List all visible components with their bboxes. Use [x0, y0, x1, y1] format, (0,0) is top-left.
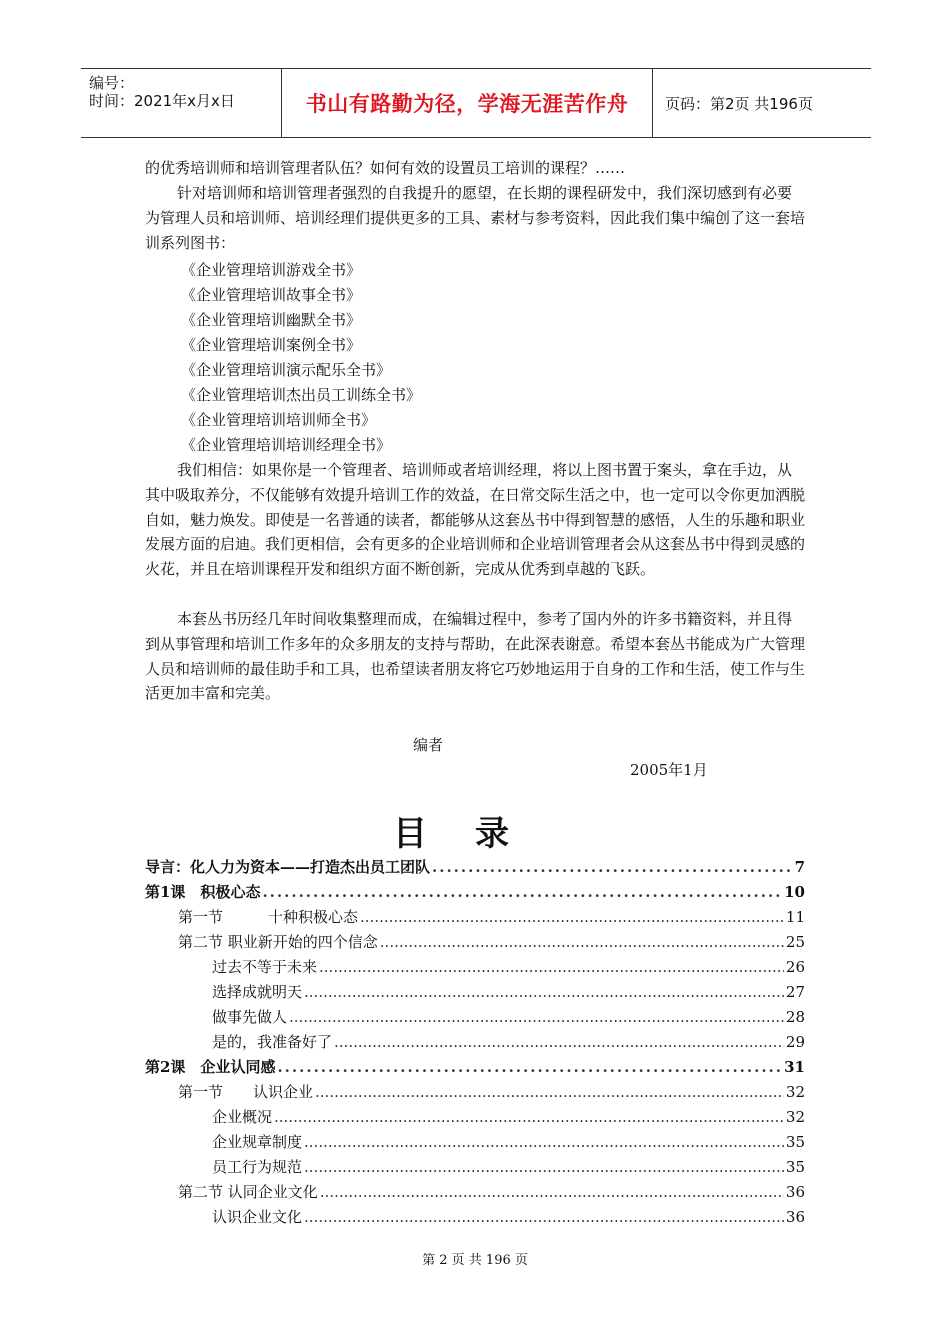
- toc-entry-label: 认识企业文化: [212, 1208, 303, 1226]
- toc-entry-page: 27: [785, 983, 805, 1001]
- toc-entry-page: 36: [785, 1208, 805, 1226]
- toc-entry-page: 35: [785, 1158, 805, 1176]
- toc-entry-label: 第一节 十种积极心态: [178, 908, 359, 926]
- toc-entry[interactable]: [145, 1055, 805, 1080]
- toc-entry-label: 做事先做人: [212, 1008, 288, 1026]
- toc-entry[interactable]: [212, 1105, 805, 1130]
- toc-entry-page: 11: [785, 908, 805, 926]
- toc-entry-page: 7: [794, 858, 805, 876]
- toc-entry-label: 导言：化人力为资本——打造杰出员工团队: [145, 858, 431, 876]
- toc-entry[interactable]: [145, 855, 805, 880]
- header-meta: [81, 69, 281, 137]
- toc-entry-page: 29: [785, 1033, 805, 1051]
- toc-entry[interactable]: [212, 1005, 805, 1030]
- toc-title: 目录: [393, 814, 557, 854]
- signature: 编者: [413, 736, 444, 754]
- toc-entry[interactable]: [178, 1180, 805, 1205]
- toc-entry-page: 35: [785, 1133, 805, 1151]
- toc-entry-page: 31: [784, 1058, 805, 1076]
- toc-entry[interactable]: [178, 905, 805, 930]
- header-motto: 书山有路勤为径，学海无涯苦作舟: [305, 92, 629, 116]
- toc-entry[interactable]: [212, 980, 805, 1005]
- toc-entry[interactable]: [212, 1205, 805, 1230]
- intro-paragraph-2: 我们相信：如果你是一个管理者、培训师或者培训经理，将以上图书置于案头，拿在手边，从其中吸取养分，不仅能够有效提升培训工作的效益，在日常交际生活之中，也一定可以令你更加洒脱自如，魅力焕发。即使是一名普通的读者，都能够从这套丛书中得到智慧的感悟，人生的乐趣和职业发展方面的启迪。我们更相信，会有更多的企业培训师和企业培训管理者会从这套丛书中得到灵感的火花，并且在培训课程开发和组织方面不断创新，完成从优秀到卓越的飞跃。: [145, 461, 806, 579]
- date: 2005年1月: [630, 761, 708, 779]
- toc-entry-label: 选择成就明天: [212, 983, 303, 1001]
- toc-entry[interactable]: [178, 930, 805, 955]
- page-footer: 第 2 页 共 196 页: [422, 1253, 528, 1268]
- toc-entry-page: 10: [784, 883, 805, 901]
- toc-entry-label: 第1课 积极心态: [145, 883, 261, 901]
- intro-line: 的优秀培训师和培训管理者队伍？如何有效的设置员工培训的课程？……: [145, 159, 626, 177]
- toc-entry-page: 32: [785, 1083, 805, 1101]
- toc-entry-page: 25: [785, 933, 805, 951]
- book-title: 《企业管理培训培训经理全书》: [181, 436, 392, 454]
- toc-entry-label: 第2课 企业认同感: [145, 1058, 276, 1076]
- book-title: 《企业管理培训培训师全书》: [181, 411, 377, 429]
- book-title: 《企业管理培训故事全书》: [181, 286, 362, 304]
- toc-entry[interactable]: [212, 1130, 805, 1155]
- toc-entry-page: 32: [785, 1108, 805, 1126]
- toc-entry-page: 26: [785, 958, 805, 976]
- toc-entry-label: 企业规章制度: [212, 1133, 303, 1151]
- toc-entry-label: 企业概况: [212, 1108, 273, 1126]
- toc-entry[interactable]: [212, 1155, 805, 1180]
- toc-entry[interactable]: [212, 1030, 805, 1055]
- number-label: 编号：: [89, 74, 135, 92]
- book-title: 《企业管理培训幽默全书》: [181, 311, 362, 329]
- toc-entry-label: 第二节 认同企业文化: [178, 1183, 318, 1201]
- toc-entry[interactable]: [212, 955, 805, 980]
- toc-entry[interactable]: [178, 1080, 805, 1105]
- page-header: [81, 68, 871, 138]
- toc-entry-label: 第一节 认识企业: [178, 1083, 314, 1101]
- toc-entry-label: 是的，我准备好了: [212, 1033, 333, 1051]
- toc-entry-label: 员工行为规范: [212, 1158, 303, 1176]
- book-title: 《企业管理培训案例全书》: [181, 336, 362, 354]
- toc-entry-label: 过去不等于未来: [212, 958, 318, 976]
- intro-paragraph-1: 针对培训师和培训管理者强烈的自我提升的愿望，在长期的课程研发中，我们深切感到有必要为管理人员和培训师、培训经理们提供更多的工具、素材与参考资料，因此我们集中编创了这一套培训系列图书：: [145, 184, 806, 252]
- toc-entry-label: 第二节 职业新开始的四个信念: [178, 933, 378, 951]
- intro-paragraph-3: 本套丛书历经几年时间收集整理而成，在编辑过程中，参考了国内外的许多书籍资料，并且得到从事管理和培训工作多年的众多朋友的支持与帮助，在此深表谢意。希望本套丛书能成为广大管理人员和培训师的最佳助手和工具，也希望读者朋友将它巧妙地运用于自身的工作和生活，使工作与生活更加丰富和完美。: [145, 610, 806, 703]
- toc-entry-page: 36: [785, 1183, 805, 1201]
- book-title: 《企业管理培训杰出员工训练全书》: [181, 386, 422, 404]
- toc-entry-page: 28: [785, 1008, 805, 1026]
- book-title: 《企业管理培训演示配乐全书》: [181, 361, 392, 379]
- book-title: 《企业管理培训游戏全书》: [181, 261, 362, 279]
- header-page-info: 页码：第2页 共196页: [665, 94, 813, 113]
- time-label: 时间：2021年x月x日: [89, 92, 235, 110]
- toc-entry[interactable]: [145, 880, 805, 905]
